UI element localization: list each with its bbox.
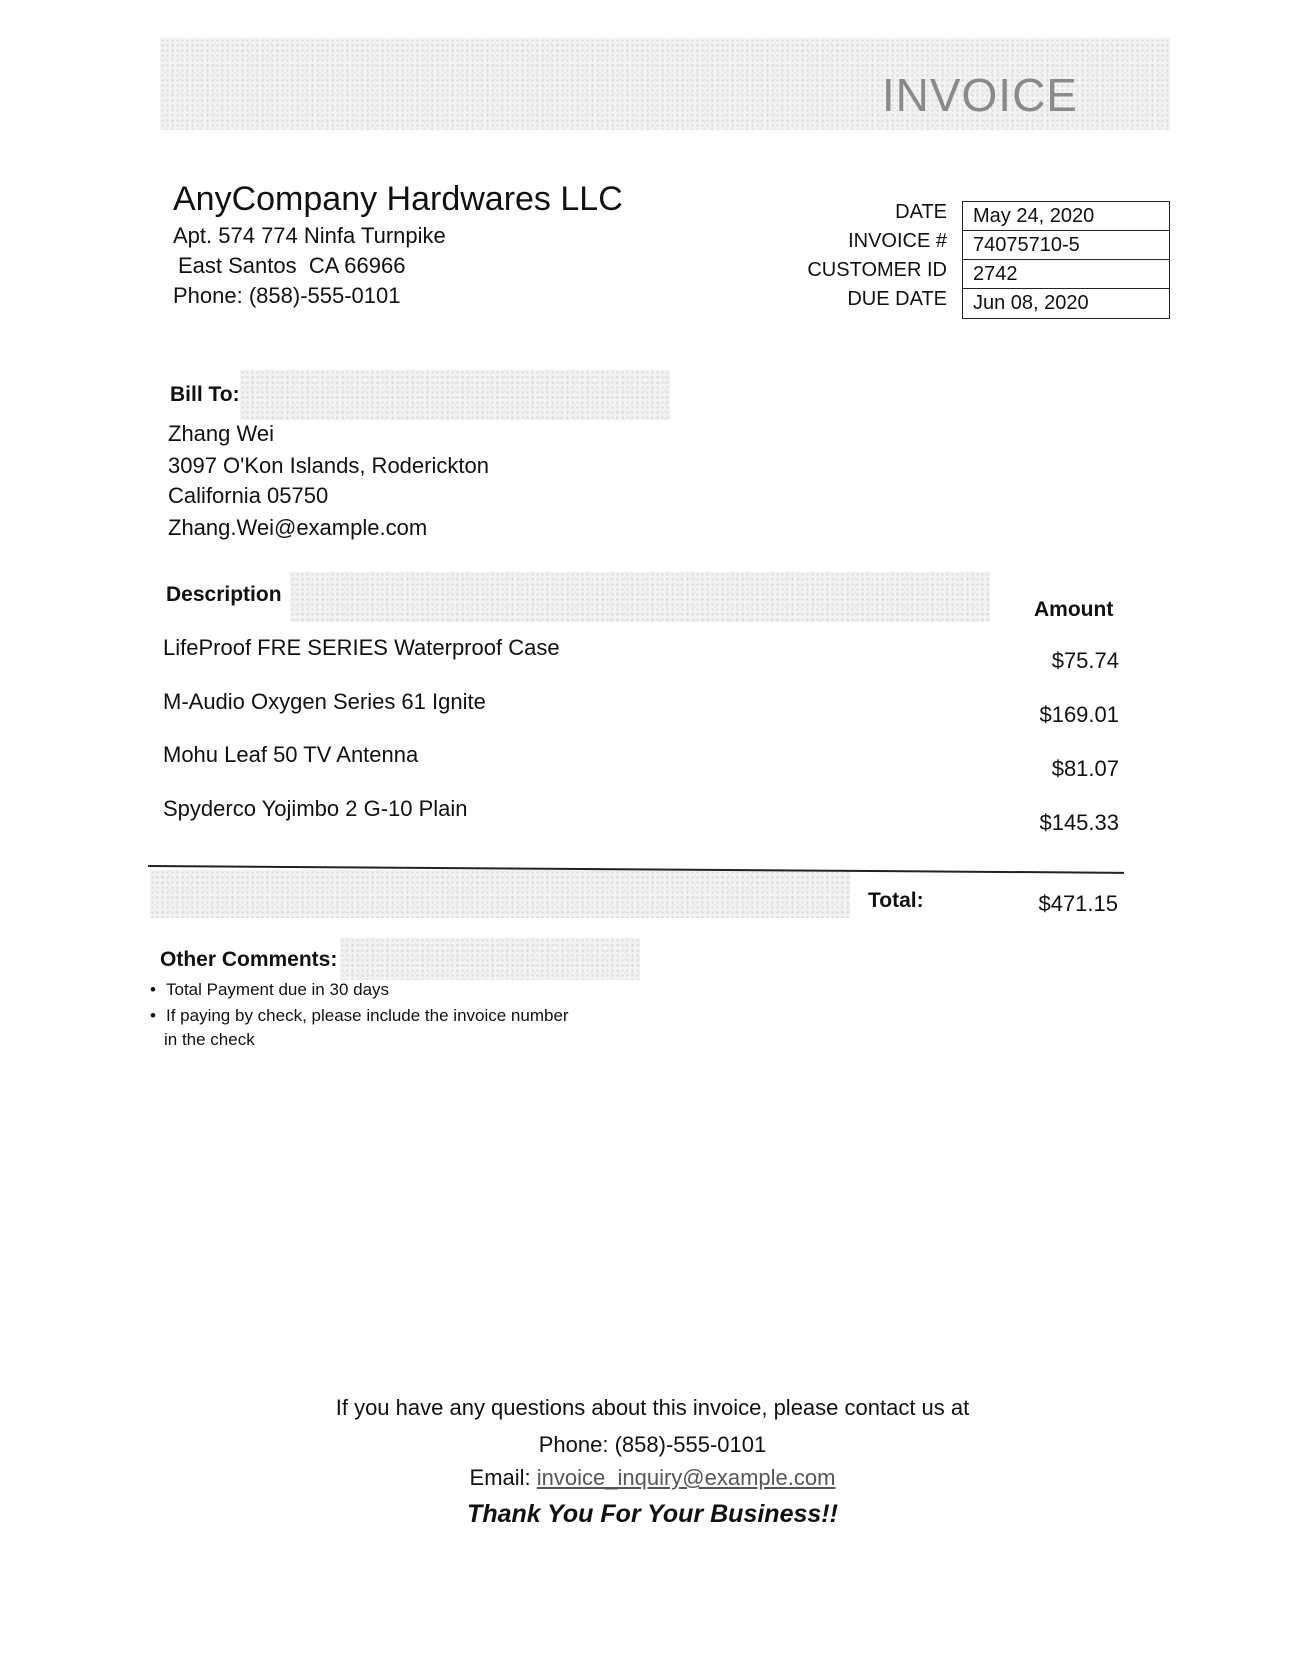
invoice-title: INVOICE [881,69,1078,121]
line-item-description: LifeProof FRE SERIES Waterproof Case [163,635,560,660]
total-noise-band [150,870,850,918]
line-item-amount: $145.33 [1039,810,1119,835]
comment-bullet [150,1006,569,1026]
date-value: May 24, 2020 [963,202,1169,231]
bill-to-state-zip: California 05750 [168,483,329,508]
company-address-line2: East Santos CA 66966 [178,253,406,278]
bill-to-email: Zhang.Wei@example.com [168,515,428,540]
bill-to-street: 3097 O'Kon Islands, Roderickton [168,453,489,478]
company-address-line1: Apt. 574 774 Ninfa Turnpike [173,223,446,248]
company-phone: Phone: (858)-555-0101 [173,283,401,308]
invoice-number-value: 74075710-5 [963,231,1169,260]
footer-question: If you have any questions about this invoice, please contact us at [335,1395,970,1420]
line-item-amount: $169.01 [1039,702,1119,727]
line-item-description: M-Audio Oxygen Series 61 Ignite [163,689,486,714]
invoice-meta-box [962,201,1170,319]
customer-id-value: 2742 [963,260,1169,289]
bill-to-name: Zhang Wei [168,421,274,446]
footer-email-label: Email: [469,1465,537,1490]
footer-email-link[interactable]: invoice_inquiry@example.com [536,1465,836,1490]
description-header: Description [166,583,282,606]
due-date-label: DUE DATE [847,288,947,310]
line-item-description: Spyderco Yojimbo 2 G-10 Plain [163,796,468,821]
comment-text: Total Payment due in 30 days [166,980,390,999]
comment-text: If paying by check, please include the invoice number [166,1006,569,1025]
footer-phone: Phone: (858)-555-0101 [538,1432,767,1457]
bill-to-noise-band [240,370,670,420]
other-comments-heading: Other Comments: [160,948,338,971]
company-name: AnyCompany Hardwares LLC [173,180,623,218]
total-label: Total: [868,889,924,912]
invoice-number-label: INVOICE # [848,230,947,252]
amount-header: Amount [1034,598,1114,621]
due-date-value: Jun 08, 2020 [973,292,1089,314]
line-item-description: Mohu Leaf 50 TV Antenna [163,742,419,767]
customer-id-label: CUSTOMER ID [807,259,947,281]
description-noise-band [290,572,990,622]
bullet-icon: • [150,980,156,999]
date-label: DATE [895,201,947,223]
bullet-icon: • [150,1006,156,1025]
comment-bullet [150,980,389,1000]
comment-continuation: in the check [164,1030,255,1049]
line-item-amount: $75.74 [1051,648,1119,673]
line-item-amount: $81.07 [1051,756,1119,781]
comments-noise-band [340,938,640,980]
footer-email-line [0,1465,1305,1491]
total-value: $471.15 [1038,891,1118,916]
bill-to-heading: Bill To: [170,383,240,406]
thank-you-message: Thank You For Your Business!! [467,1500,838,1528]
